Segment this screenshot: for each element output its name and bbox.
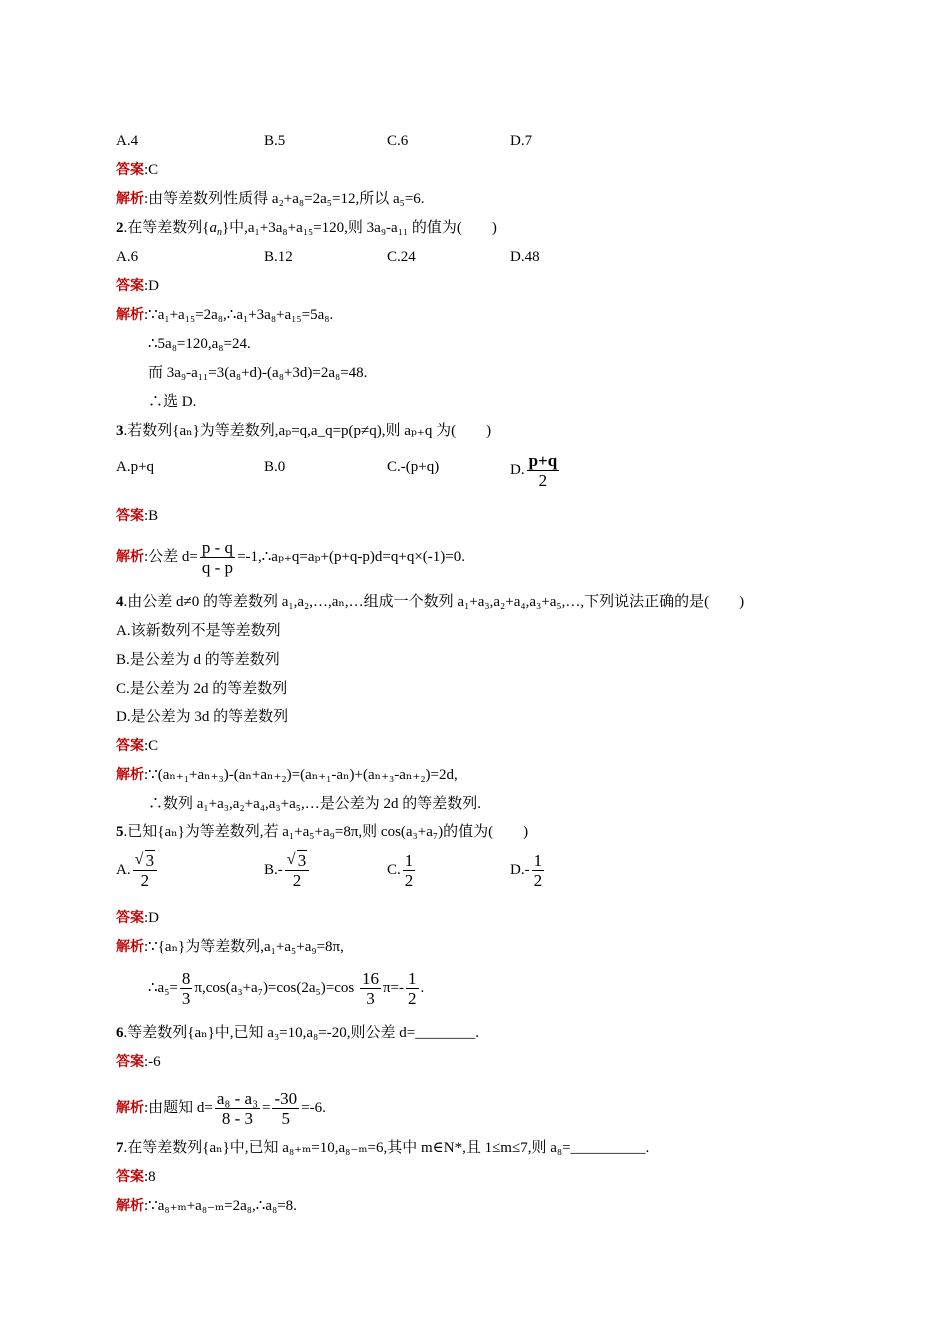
- q1-option-d: D.7: [510, 133, 533, 149]
- q2-option-c: C.24: [387, 249, 416, 265]
- q1-option-c: C.6: [387, 133, 409, 149]
- q6-stem: 6.等差数列{aₙ}中,已知 a₃=10,a₈=-20,则公差 d=________.: [116, 1025, 479, 1041]
- q6-answer: 答案:-6: [116, 1054, 161, 1070]
- sqrt-symbol: √ 3: [286, 851, 307, 870]
- q3-option-d-fraction: $\frac{p+q}{2}$: [528, 451, 558, 490]
- q2-option-b: B.12: [264, 249, 293, 265]
- q4-option-d: D.是公差为 3d 的等差数列: [116, 709, 289, 725]
- q3-option-b: B.0: [264, 459, 286, 475]
- q5-stem: 5.已知{aₙ}为等差数列,若 a₁+a₅+a₉=8π,则 cos(a₃+a₇)的值为( ): [116, 824, 529, 840]
- q5-analysis-line-2: ∴a₅= $\frac{8}{3}$ π,cos(a₃+a₇)=cos(2a₅)=cos $\frac{16}{3}$ π=- $\frac{1}{2}$ .: [148, 969, 425, 1008]
- q1-option-a: A.4: [116, 133, 139, 149]
- answer-label: 答案: [116, 162, 144, 178]
- q2-stem: 2.在等差数列$\{a_n\}$中,a₁+3a₈+a₁₅=120,则 3a₉-a₁₁ 的值为( ): [116, 220, 497, 238]
- q3-option-c: C.-(p+q): [387, 459, 440, 475]
- q6-analysis: 解析:由题知 d= $\frac{\text{a₈ - a₃}}{8 - 3}$ = $\frac{-30}{5}$ =-6.: [116, 1089, 326, 1128]
- sqrt-symbol: √ 3: [134, 851, 155, 870]
- q2-analysis-line-3: 而 3a₉-a₁₁=3(a₈+d)-(a₈+3d)=2a₈=48.: [148, 365, 368, 381]
- q2-answer: 答案:D: [116, 278, 159, 294]
- q4-option-c: C.是公差为 2d 的等差数列: [116, 681, 288, 697]
- q4-stem: 4.由公差 d≠0 的等差数列 a₁,a₂,…,aₙ,…组成一个数列 a₁+a₃,a₂+a₄,a₃+a₅,…,下列说法正确的是( ): [116, 594, 745, 610]
- q4-answer: 答案:C: [116, 738, 159, 754]
- q2-analysis: 解析:∵a₁+a₁₅=2a₈,∴a₁+3a₈+a₁₅=5a₈.: [116, 307, 334, 323]
- q4-analysis: 解析:∵(aₙ₊₁+aₙ₊₃)-(aₙ+aₙ₊₂)=(aₙ₊₁-aₙ)+(aₙ₊₃-aₙ₊₂)=2d,: [116, 767, 458, 783]
- analysis-label: 解析: [116, 191, 144, 207]
- q2-option-a: A.6: [116, 249, 139, 265]
- q1-answer: 答案:C: [116, 162, 159, 178]
- q4-option-a: A.该新数列不是等差数列: [116, 623, 281, 639]
- q3-analysis: 解析:公差 d= $\frac{p - q}{q - p}$ =-1,∴aₚ₊q=aₚ+(p+q-p)d=q+q×(-1)=0.: [116, 538, 465, 577]
- q1-option-b: B.5: [264, 133, 286, 149]
- q5-analysis: 解析:∵{aₙ}为等差数列,a₁+a₅+a₉=8π,: [116, 939, 344, 955]
- q1-analysis: 解析:由等差数列性质得 a₂+a₈=2a₅=12,所以 a₅=6.: [116, 191, 425, 207]
- q2-analysis-line-2: ∴5a₈=120,a₈=24.: [148, 336, 251, 352]
- q3-option-a: A.p+q: [116, 459, 155, 475]
- q5-option-a: A. √ 3 2: [116, 851, 159, 890]
- q3-option-d: D. $\frac{p+q}{2}$: [510, 451, 558, 490]
- q2-option-d: D.48: [510, 249, 540, 265]
- q3-answer: 答案:B: [116, 508, 159, 524]
- q5-option-c: C. $\frac{1}{2}$: [387, 851, 414, 890]
- q3-analysis-fraction: $\frac{p - q}{q - p}$: [201, 538, 234, 577]
- q5-option-b: B.- √ 3 2: [264, 851, 311, 890]
- q4-analysis-line-2: ∴数列 a₁+a₃,a₂+a₄,a₃+a₅,…是公差为 2d 的等差数列.: [148, 796, 481, 812]
- q5-option-d: D.- $\frac{1}{2}$: [510, 851, 543, 890]
- q5-answer: 答案:D: [116, 910, 159, 926]
- q7-answer: 答案:8: [116, 1169, 156, 1185]
- q2-analysis-line-4: ∴选 D.: [148, 394, 197, 410]
- q7-analysis: 解析:∵a₈₊ₘ+a₈₋ₘ=2a₈,∴a₈=8.: [116, 1198, 297, 1214]
- q3-stem: 3.若数列{aₙ}为等差数列,aₚ=q,a_q=p(p≠q),则 aₚ₊q 为( ): [116, 423, 492, 439]
- q7-stem: 7.在等差数列{aₙ}中,已知 a₈₊ₘ=10,a₈₋ₘ=6,其中 m∈N*,且 1≤m≤7,则 a₈=__________.: [116, 1140, 650, 1156]
- q4-option-b: B.是公差为 d 的等差数列: [116, 652, 280, 668]
